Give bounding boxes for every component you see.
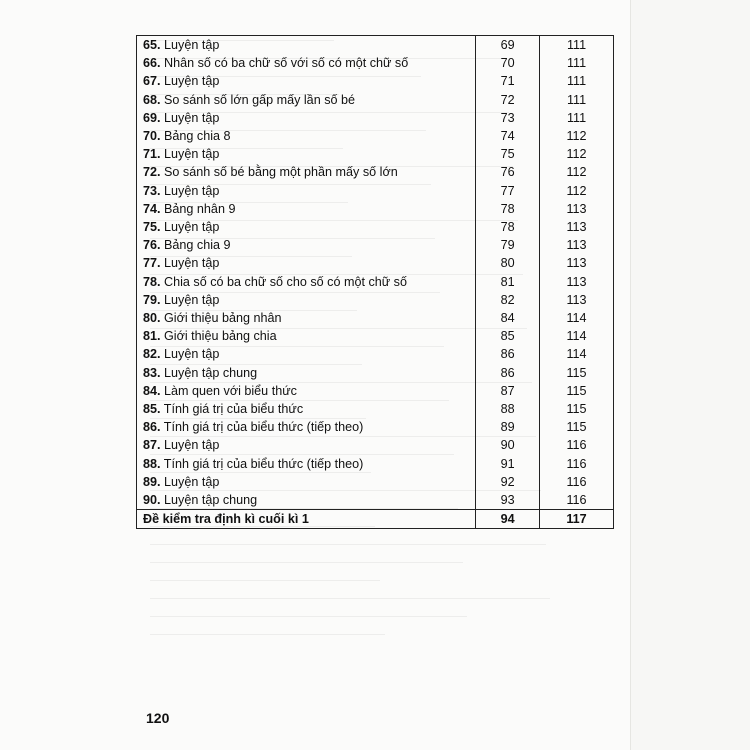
lesson-title-cell <box>137 218 476 236</box>
answer-page: 113 <box>540 236 614 254</box>
lesson-page: 78 <box>476 200 540 218</box>
lesson-page: 93 <box>476 491 540 510</box>
lesson-title: Luyện tập <box>164 110 220 125</box>
lesson-number: 89. <box>143 474 161 489</box>
toc-row <box>137 218 614 236</box>
lesson-title-cell <box>137 54 476 72</box>
answer-page: 112 <box>540 163 614 181</box>
toc-row <box>137 309 614 327</box>
toc-row <box>137 182 614 200</box>
lesson-title-cell <box>137 109 476 127</box>
toc-row <box>137 400 614 418</box>
lesson-number: 66. <box>143 56 161 71</box>
lesson-number: 86. <box>143 420 161 435</box>
answer-page: 115 <box>540 382 614 400</box>
lesson-page: 72 <box>476 91 540 109</box>
toc-row <box>137 236 614 254</box>
lesson-page: 77 <box>476 182 540 200</box>
lesson-title-cell <box>137 254 476 272</box>
lesson-title: Luyện tập <box>164 74 220 89</box>
lesson-page: 82 <box>476 291 540 309</box>
toc-row <box>137 473 614 491</box>
lesson-title: Giới thiệu bảng chia <box>164 329 277 344</box>
answer-page: 115 <box>540 400 614 418</box>
lesson-page: 70 <box>476 54 540 72</box>
toc-row <box>137 54 614 72</box>
toc-row <box>137 455 614 473</box>
toc-row <box>137 200 614 218</box>
final-test-page: 94 <box>476 510 540 529</box>
lesson-title: Luyện tập <box>164 474 220 489</box>
lesson-page: 75 <box>476 145 540 163</box>
answer-page: 116 <box>540 491 614 510</box>
lesson-number: 90. <box>143 493 161 508</box>
answer-page: 113 <box>540 218 614 236</box>
lesson-page: 84 <box>476 309 540 327</box>
table-of-contents <box>136 35 614 529</box>
answer-page: 116 <box>540 473 614 491</box>
answer-page: 115 <box>540 418 614 436</box>
lesson-title-cell <box>137 345 476 363</box>
toc-row <box>137 145 614 163</box>
lesson-title-cell <box>137 364 476 382</box>
lesson-title: Luyện tập <box>164 256 220 271</box>
lesson-page: 90 <box>476 436 540 454</box>
lesson-number: 70. <box>143 129 161 144</box>
toc-row <box>137 254 614 272</box>
toc-row <box>137 273 614 291</box>
toc-row <box>137 36 614 55</box>
lesson-title-cell <box>137 200 476 218</box>
toc-row <box>137 491 614 510</box>
toc-row <box>137 436 614 454</box>
answer-page: 111 <box>540 72 614 90</box>
lesson-number: 67. <box>143 74 161 89</box>
lesson-number: 74. <box>143 201 161 216</box>
lesson-title-cell <box>137 163 476 181</box>
answer-page: 112 <box>540 145 614 163</box>
lesson-number: 78. <box>143 274 161 289</box>
lesson-title-cell <box>137 145 476 163</box>
lesson-title-cell <box>137 127 476 145</box>
answer-page: 115 <box>540 364 614 382</box>
lesson-page: 86 <box>476 364 540 382</box>
lesson-title: So sánh số lớn gấp mấy lần số bé <box>164 92 356 107</box>
lesson-title-cell <box>137 236 476 254</box>
lesson-title-cell <box>137 182 476 200</box>
lesson-number: 85. <box>143 402 161 417</box>
lesson-title-cell <box>137 400 476 418</box>
lesson-title-cell <box>137 473 476 491</box>
final-test-answer-page: 117 <box>540 510 614 529</box>
lesson-title-cell <box>137 91 476 109</box>
answer-page: 113 <box>540 254 614 272</box>
lesson-page: 87 <box>476 382 540 400</box>
lesson-page: 79 <box>476 236 540 254</box>
lesson-title: Làm quen với biểu thức <box>164 383 297 398</box>
lesson-title: Luyện tập <box>164 38 220 52</box>
lesson-page: 86 <box>476 345 540 363</box>
lesson-title-cell <box>137 273 476 291</box>
lesson-title: Bảng chia 8 <box>164 129 231 144</box>
toc-row <box>137 382 614 400</box>
lesson-number: 76. <box>143 238 161 253</box>
lesson-title-cell <box>137 455 476 473</box>
lesson-number: 83. <box>143 365 161 380</box>
lesson-number: 88. <box>143 456 161 471</box>
lesson-title-cell <box>137 72 476 90</box>
lesson-page: 91 <box>476 455 540 473</box>
lesson-number: 75. <box>143 220 161 235</box>
lesson-number: 77. <box>143 256 161 271</box>
lesson-title-cell <box>137 309 476 327</box>
lesson-number: 79. <box>143 292 161 307</box>
toc-row <box>137 163 614 181</box>
lesson-title-cell <box>137 382 476 400</box>
answer-page: 114 <box>540 309 614 327</box>
answer-page: 112 <box>540 182 614 200</box>
page-number: 120 <box>146 710 170 726</box>
lesson-number: 68. <box>143 92 161 107</box>
answer-page: 116 <box>540 436 614 454</box>
toc-row <box>137 91 614 109</box>
lesson-title: Giới thiệu bảng nhân <box>164 311 282 326</box>
answer-page: 111 <box>540 36 614 55</box>
lesson-number: 87. <box>143 438 161 453</box>
answer-page: 113 <box>540 291 614 309</box>
lesson-page: 92 <box>476 473 540 491</box>
lesson-page: 74 <box>476 127 540 145</box>
lesson-page: 71 <box>476 72 540 90</box>
lesson-title: Luyện tập <box>164 183 220 198</box>
lesson-page: 78 <box>476 218 540 236</box>
lesson-title: Bảng chia 9 <box>164 238 231 253</box>
lesson-number: 73. <box>143 183 161 198</box>
lesson-page: 80 <box>476 254 540 272</box>
lesson-title: Luyện tập <box>164 347 220 362</box>
toc-row <box>137 327 614 345</box>
lesson-number: 81. <box>143 329 161 344</box>
lesson-title: Chia số có ba chữ số cho số có một chữ số <box>164 274 407 289</box>
lesson-title: Tính giá trị của biểu thức (tiếp theo) <box>163 456 364 471</box>
answer-page: 112 <box>540 127 614 145</box>
lesson-title: Luyện tập <box>164 292 220 307</box>
lesson-title-cell <box>137 418 476 436</box>
lesson-title-cell <box>137 36 476 55</box>
lesson-title: Tính giá trị của biểu thức <box>163 402 304 417</box>
answer-page: 114 <box>540 345 614 363</box>
lesson-number: 65. <box>143 38 161 52</box>
lesson-title: Luyện tập chung <box>164 493 258 508</box>
lesson-title-cell <box>137 327 476 345</box>
lesson-number: 80. <box>143 311 161 326</box>
lesson-title-cell <box>137 436 476 454</box>
toc-row <box>137 345 614 363</box>
answer-page: 111 <box>540 91 614 109</box>
toc-row <box>137 127 614 145</box>
answer-page: 116 <box>540 455 614 473</box>
lesson-number: 69. <box>143 110 161 125</box>
lesson-title: Nhân số có ba chữ số với số có một chữ số <box>164 56 409 71</box>
answer-page: 111 <box>540 109 614 127</box>
next-page-edge <box>630 0 750 750</box>
lesson-number: 71. <box>143 147 161 162</box>
answer-page: 113 <box>540 200 614 218</box>
lesson-title: Luyện tập <box>164 220 220 235</box>
lesson-page: 85 <box>476 327 540 345</box>
lesson-page: 89 <box>476 418 540 436</box>
toc-row-final-test <box>137 510 614 529</box>
toc-row <box>137 418 614 436</box>
lesson-number: 72. <box>143 165 161 180</box>
lesson-title: Luyện tập chung <box>164 365 258 380</box>
lesson-page: 69 <box>476 36 540 55</box>
lesson-title: Luyện tập <box>164 438 220 453</box>
toc-row <box>137 72 614 90</box>
lesson-title-cell <box>137 491 476 510</box>
answer-page: 111 <box>540 54 614 72</box>
lesson-page: 81 <box>476 273 540 291</box>
lesson-page: 88 <box>476 400 540 418</box>
lesson-page: 76 <box>476 163 540 181</box>
answer-page: 114 <box>540 327 614 345</box>
lesson-title: Tính giá trị của biểu thức (tiếp theo) <box>163 420 364 435</box>
lesson-title-cell <box>137 291 476 309</box>
lesson-title: So sánh số bé bằng một phần mấy số lớn <box>164 165 398 180</box>
toc-row <box>137 291 614 309</box>
lesson-number: 84. <box>143 383 161 398</box>
toc-row <box>137 109 614 127</box>
toc-row <box>137 364 614 382</box>
lesson-title: Luyện tập <box>164 147 220 162</box>
final-test-title: Đề kiểm tra định kì cuối kì 1 <box>137 510 476 529</box>
lesson-title: Bảng nhân 9 <box>164 201 236 216</box>
lesson-page: 73 <box>476 109 540 127</box>
answer-page: 113 <box>540 273 614 291</box>
lesson-number: 82. <box>143 347 161 362</box>
